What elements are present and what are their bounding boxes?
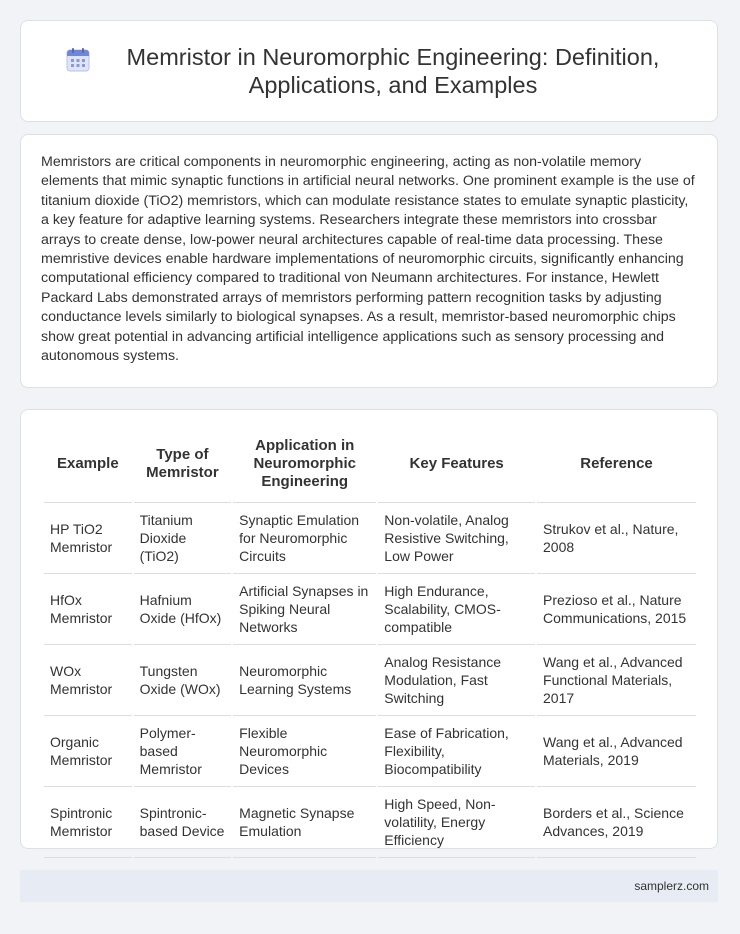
table-card bbox=[20, 409, 718, 849]
cell-reference: Prezioso et al., Nature Communications, 2015 bbox=[537, 574, 696, 645]
footer-site-link[interactable]: samplerz.com bbox=[634, 879, 709, 893]
cell-example: Spintronic Memristor bbox=[44, 787, 132, 858]
cell-example: HfOx Memristor bbox=[44, 574, 132, 645]
column-header-example: Example bbox=[44, 432, 132, 503]
column-header-reference: Reference bbox=[537, 432, 696, 503]
calendar-icon bbox=[65, 47, 91, 73]
cell-application: Magnetic Synapse Emulation bbox=[233, 787, 376, 858]
header-card bbox=[20, 20, 718, 122]
cell-type: Polymer-based Memristor bbox=[134, 716, 232, 787]
cell-example: HP TiO2 Memristor bbox=[44, 503, 132, 574]
cell-application: Artificial Synapses in Spiking Neural Networks bbox=[233, 574, 376, 645]
table-row bbox=[44, 787, 696, 858]
cell-type: Tungsten Oxide (WOx) bbox=[134, 645, 232, 716]
cell-reference: Wang et al., Advanced Functional Materials, 2017 bbox=[537, 645, 696, 716]
cell-features: High Endurance, Scalability, CMOS-compatible bbox=[378, 574, 535, 645]
table-row bbox=[44, 574, 696, 645]
cell-type: Titanium Dioxide (TiO2) bbox=[134, 503, 232, 574]
cell-features: High Speed, Non-volatility, Energy Efficiency bbox=[378, 787, 535, 858]
cell-reference: Wang et al., Advanced Materials, 2019 bbox=[537, 716, 696, 787]
cell-reference: Borders et al., Science Advances, 2019 bbox=[537, 787, 696, 858]
cell-example: WOx Memristor bbox=[44, 645, 132, 716]
memristor-table bbox=[42, 432, 698, 858]
cell-type: Hafnium Oxide (HfOx) bbox=[134, 574, 232, 645]
title-wrap bbox=[65, 43, 673, 99]
page-title: Memristor in Neuromorphic Engineering: Definition, Applications, and Examples bbox=[126, 44, 660, 98]
cell-reference: Strukov et al., Nature, 2008 bbox=[537, 503, 696, 574]
column-header-application: Application in Neuromorphic Engineering bbox=[233, 432, 376, 503]
cell-application: Synaptic Emulation for Neuromorphic Circuits bbox=[233, 503, 376, 574]
cell-application: Flexible Neuromorphic Devices bbox=[233, 716, 376, 787]
column-header-type: Type of Memristor bbox=[134, 432, 232, 503]
intro-paragraph: Memristors are critical components in neuromorphic engineering, acting as non-volatile memory elements that mimic synaptic functions in artificial neural networks. One prominent example is the use of titanium dioxide (TiO2) memristors, which can modulate resistance states to emulate synaptic plasticity, a key feature for adaptive learning systems. Researchers integrate these memristors into crossbar arrays to create dense, low-power neural architectures capable of real-time data processing. These memristive devices enable hardware implementations of neuromorphic circuits, significantly enhancing computational efficiency compared to traditional von Neumann architectures. For instance, Hewlett Packard Labs demonstrated arrays of memristors performing pattern recognition tasks by adjusting conductance levels similarly to biological synapses. As a result, memristor-based neuromorphic chips show great potential in advancing artificial intelligence applications such as sensory processing and autonomous systems. bbox=[41, 154, 695, 365]
cell-type: Spintronic-based Device bbox=[134, 787, 232, 858]
table-row bbox=[44, 503, 696, 574]
footer bbox=[20, 870, 718, 902]
cell-application: Neuromorphic Learning Systems bbox=[233, 645, 376, 716]
cell-features: Analog Resistance Modulation, Fast Switching bbox=[378, 645, 535, 716]
cell-features: Ease of Fabrication, Flexibility, Biocompatibility bbox=[378, 716, 535, 787]
cell-features: Non-volatile, Analog Resistive Switching, Low Power bbox=[378, 503, 535, 574]
table-header-row bbox=[44, 432, 696, 503]
intro-card bbox=[20, 134, 718, 388]
column-header-features: Key Features bbox=[378, 432, 535, 503]
table-row bbox=[44, 716, 696, 787]
cell-example: Organic Memristor bbox=[44, 716, 132, 787]
table-row bbox=[44, 645, 696, 716]
